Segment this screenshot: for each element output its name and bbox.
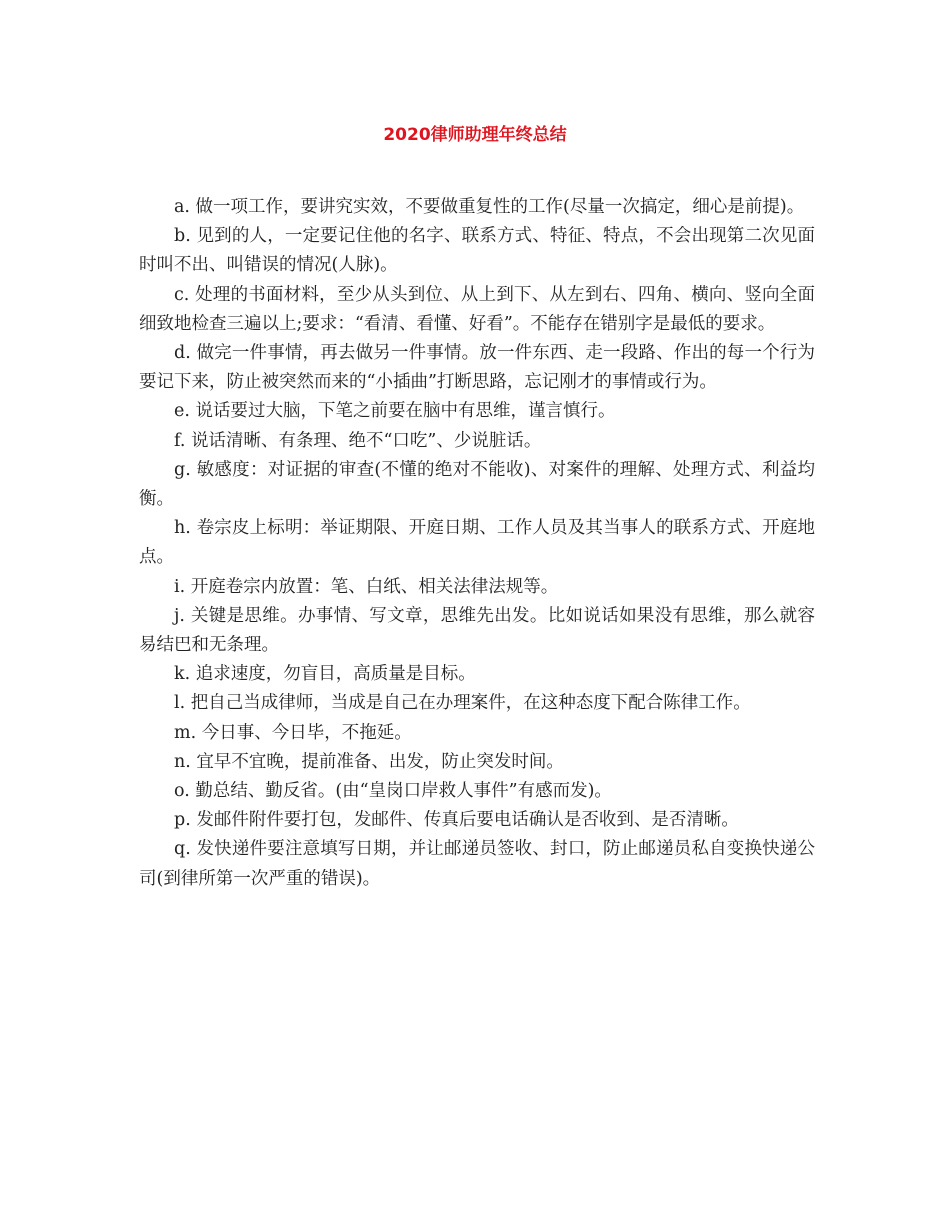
paragraph-j: j. 关键是思维。办事情、写文章，思维先出发。比如说话如果没有思维，那么就容易结巴和无条理。 bbox=[139, 605, 815, 656]
paragraph-d: d. 做完一件事情，再去做另一件事情。放一件东西、走一段路、作出的每一个行为要记下来，防止被突然而来的“小插曲”打断思路，忘记刚才的事情或行为。 bbox=[139, 343, 815, 393]
paragraph-a: a. 做一项工作，要讲究实效，不要做重复性的工作(尽量一次搞定，细心是前提)。 bbox=[174, 197, 805, 217]
paragraph-h: h. 卷宗皮上标明：举证期限、开庭日期、工作人员及其当事人的联系方式、开庭地点。 bbox=[139, 518, 815, 568]
paragraph-o: o. 勤总结、勤反省。(由“皇岗口岸救人事件”有感而发)。 bbox=[174, 781, 612, 802]
paragraph-n: n. 宜早不宜晚，提前准备、出发，防止突发时间。 bbox=[174, 751, 564, 772]
paragraph-k: k. 追求速度，勿盲目，高质量是目标。 bbox=[174, 664, 476, 685]
paragraph-f: f. 说话清晰、有条理、绝不“口吃”、少说脏话。 bbox=[174, 430, 542, 451]
paragraph-m: m. 今日事、今日毕，不拖延。 bbox=[174, 722, 412, 743]
paragraph-q: q. 发快递件要注意填写日期，并让邮递员签收、封口，防止邮递员私自变换快递公司(到律所第一次严重的错误)。 bbox=[139, 839, 815, 889]
paragraph-g: g. 敏感度：对证据的审查(不懂的绝对不能收)、对案件的理解、处理方式、利益均衡。 bbox=[139, 459, 815, 510]
paragraph-e: e. 说话要过大脑，下笔之前要在脑中有思维，谨言慎行。 bbox=[174, 401, 616, 422]
document-body bbox=[139, 193, 815, 894]
paragraph-b: b. 见到的人，一定要记住他的名字、联系方式、特征、特点，不会出现第二次见面时叫不出、叫错误的情况(人脉)。 bbox=[139, 226, 815, 276]
document-title: 2020律师助理年终总结 bbox=[383, 125, 567, 145]
paragraph-i: i. 开庭卷宗内放置：笔、白纸、相关法律法规等。 bbox=[174, 576, 559, 597]
paragraph-l: l. 把自己当成律师，当成是自己在办理案件，在这种态度下配合陈律工作。 bbox=[174, 693, 751, 714]
paragraph-c: c. 处理的书面材料，至少从头到位、从上到下、从左到右、四角、横向、竖向全面细致地检查三遍以上;要求：“看清、看懂、好看”。不能存在错别字是最低的要求。 bbox=[139, 284, 815, 334]
paragraph-p: p. 发邮件附件要打包，发邮件、传真后要电话确认是否收到、是否清晰。 bbox=[174, 810, 739, 831]
